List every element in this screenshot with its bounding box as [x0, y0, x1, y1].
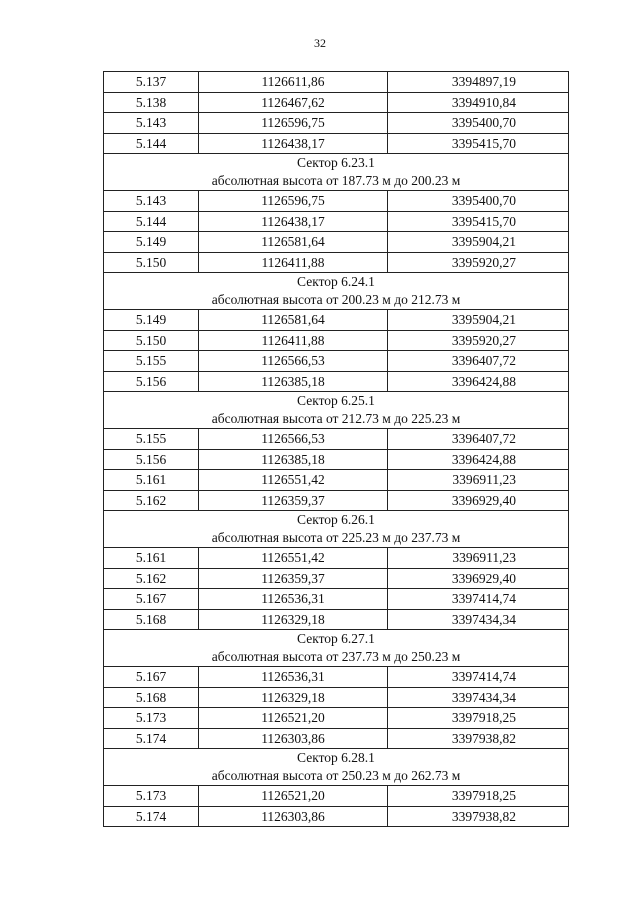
point-number-cell: 5.155: [104, 351, 199, 372]
y-coordinate-cell: 3397414,74: [388, 667, 569, 688]
y-coordinate-cell: 3397918,25: [388, 786, 569, 807]
point-number-cell: 5.162: [104, 490, 199, 511]
point-number-cell: 5.150: [104, 252, 199, 273]
table-row: [104, 252, 569, 273]
point-number-cell: 5.174: [104, 728, 199, 749]
sector-header-row: [104, 749, 569, 786]
y-coordinate-cell: 3396407,72: [388, 429, 569, 450]
point-number-cell: 5.149: [104, 232, 199, 253]
sector-header-cell: [104, 511, 569, 548]
sector-title: Сектор 6.27.1: [297, 631, 375, 646]
point-number-cell: 5.174: [104, 806, 199, 827]
point-number-cell: 5.143: [104, 113, 199, 134]
y-coordinate-cell: 3397414,74: [388, 589, 569, 610]
x-coordinate-cell: 1126596,75: [199, 191, 388, 212]
table-row: [104, 806, 569, 827]
x-coordinate-cell: 1126359,37: [199, 568, 388, 589]
x-coordinate-cell: 1126438,17: [199, 211, 388, 232]
table-row: [104, 568, 569, 589]
sector-title: Сектор 6.28.1: [297, 750, 375, 765]
y-coordinate-cell: 3396911,23: [388, 548, 569, 569]
table-row: [104, 548, 569, 569]
sector-header-row: [104, 273, 569, 310]
table-row: [104, 191, 569, 212]
sector-header-row: [104, 511, 569, 548]
point-number-cell: 5.173: [104, 708, 199, 729]
sector-altitude: абсолютная высота от 250.23 м до 262.73 м: [211, 768, 461, 783]
point-number-cell: 5.162: [104, 568, 199, 589]
table-row: [104, 609, 569, 630]
sector-title: Сектор 6.23.1: [297, 155, 375, 170]
point-number-cell: 5.173: [104, 786, 199, 807]
x-coordinate-cell: 1126329,18: [199, 609, 388, 630]
y-coordinate-cell: 3395904,21: [388, 310, 569, 331]
x-coordinate-cell: 1126581,64: [199, 232, 388, 253]
table-row: [104, 330, 569, 351]
x-coordinate-cell: 1126536,31: [199, 667, 388, 688]
table-row: [104, 667, 569, 688]
table-row: [104, 449, 569, 470]
y-coordinate-cell: 3396929,40: [388, 568, 569, 589]
y-coordinate-cell: 3395920,27: [388, 252, 569, 273]
table-row: [104, 470, 569, 491]
table-row: [104, 351, 569, 372]
table-row: [104, 429, 569, 450]
sector-title: Сектор 6.24.1: [297, 274, 375, 289]
table-row: [104, 211, 569, 232]
point-number-cell: 5.161: [104, 548, 199, 569]
y-coordinate-cell: 3396911,23: [388, 470, 569, 491]
sector-header-row: [104, 392, 569, 429]
table-row: [104, 371, 569, 392]
y-coordinate-cell: 3397434,34: [388, 687, 569, 708]
y-coordinate-cell: 3397938,82: [388, 806, 569, 827]
sector-header-cell: [104, 392, 569, 429]
table-row: [104, 72, 569, 93]
y-coordinate-cell: 3395400,70: [388, 191, 569, 212]
point-number-cell: 5.144: [104, 211, 199, 232]
y-coordinate-cell: 3395400,70: [388, 113, 569, 134]
point-number-cell: 5.143: [104, 191, 199, 212]
table-row: [104, 589, 569, 610]
x-coordinate-cell: 1126566,53: [199, 429, 388, 450]
x-coordinate-cell: 1126303,86: [199, 728, 388, 749]
point-number-cell: 5.149: [104, 310, 199, 331]
point-number-cell: 5.156: [104, 449, 199, 470]
x-coordinate-cell: 1126521,20: [199, 786, 388, 807]
point-number-cell: 5.167: [104, 667, 199, 688]
sector-title: Сектор 6.25.1: [297, 393, 375, 408]
y-coordinate-cell: 3395904,21: [388, 232, 569, 253]
y-coordinate-cell: 3396424,88: [388, 371, 569, 392]
sector-altitude: абсолютная высота от 237.73 м до 250.23 м: [211, 649, 461, 664]
sector-altitude: абсолютная высота от 187.73 м до 200.23 м: [211, 173, 461, 188]
x-coordinate-cell: 1126411,88: [199, 330, 388, 351]
point-number-cell: 5.155: [104, 429, 199, 450]
y-coordinate-cell: 3397434,34: [388, 609, 569, 630]
point-number-cell: 5.144: [104, 133, 199, 154]
x-coordinate-cell: 1126551,42: [199, 470, 388, 491]
coordinates-table: [103, 71, 569, 827]
x-coordinate-cell: 1126521,20: [199, 708, 388, 729]
x-coordinate-cell: 1126566,53: [199, 351, 388, 372]
y-coordinate-cell: 3395415,70: [388, 133, 569, 154]
x-coordinate-cell: 1126581,64: [199, 310, 388, 331]
point-number-cell: 5.167: [104, 589, 199, 610]
y-coordinate-cell: 3396929,40: [388, 490, 569, 511]
table-row: [104, 92, 569, 113]
y-coordinate-cell: 3395920,27: [388, 330, 569, 351]
sector-title: Сектор 6.26.1: [297, 512, 375, 527]
table-row: [104, 490, 569, 511]
sector-altitude: абсолютная высота от 212.73 м до 225.23 м: [211, 411, 461, 426]
table-row: [104, 687, 569, 708]
x-coordinate-cell: 1126467,62: [199, 92, 388, 113]
y-coordinate-cell: 3397938,82: [388, 728, 569, 749]
point-number-cell: 5.156: [104, 371, 199, 392]
y-coordinate-cell: 3394897,19: [388, 72, 569, 93]
y-coordinate-cell: 3396407,72: [388, 351, 569, 372]
x-coordinate-cell: 1126385,18: [199, 371, 388, 392]
sector-header-cell: [104, 749, 569, 786]
point-number-cell: 5.168: [104, 609, 199, 630]
sector-header-row: [104, 154, 569, 191]
x-coordinate-cell: 1126438,17: [199, 133, 388, 154]
x-coordinate-cell: 1126611,86: [199, 72, 388, 93]
x-coordinate-cell: 1126303,86: [199, 806, 388, 827]
y-coordinate-cell: 3397918,25: [388, 708, 569, 729]
x-coordinate-cell: 1126596,75: [199, 113, 388, 134]
coordinates-table-body: [104, 72, 569, 827]
y-coordinate-cell: 3396424,88: [388, 449, 569, 470]
table-row: [104, 310, 569, 331]
x-coordinate-cell: 1126385,18: [199, 449, 388, 470]
page-number: 32: [314, 36, 326, 50]
sector-altitude: абсолютная высота от 225.23 м до 237.73 м: [211, 530, 461, 545]
point-number-cell: 5.161: [104, 470, 199, 491]
table-row: [104, 113, 569, 134]
table-row: [104, 133, 569, 154]
sector-header-cell: [104, 273, 569, 310]
point-number-cell: 5.138: [104, 92, 199, 113]
point-number-cell: 5.137: [104, 72, 199, 93]
sector-header-cell: [104, 630, 569, 667]
x-coordinate-cell: 1126329,18: [199, 687, 388, 708]
table-row: [104, 786, 569, 807]
y-coordinate-cell: 3394910,84: [388, 92, 569, 113]
x-coordinate-cell: 1126551,42: [199, 548, 388, 569]
table-row: [104, 708, 569, 729]
sector-header-row: [104, 630, 569, 667]
table-row: [104, 232, 569, 253]
point-number-cell: 5.168: [104, 687, 199, 708]
sector-header-cell: [104, 154, 569, 191]
sector-altitude: абсолютная высота от 200.23 м до 212.73 м: [211, 292, 461, 307]
y-coordinate-cell: 3395415,70: [388, 211, 569, 232]
point-number-cell: 5.150: [104, 330, 199, 351]
x-coordinate-cell: 1126536,31: [199, 589, 388, 610]
table-row: [104, 728, 569, 749]
x-coordinate-cell: 1126411,88: [199, 252, 388, 273]
x-coordinate-cell: 1126359,37: [199, 490, 388, 511]
